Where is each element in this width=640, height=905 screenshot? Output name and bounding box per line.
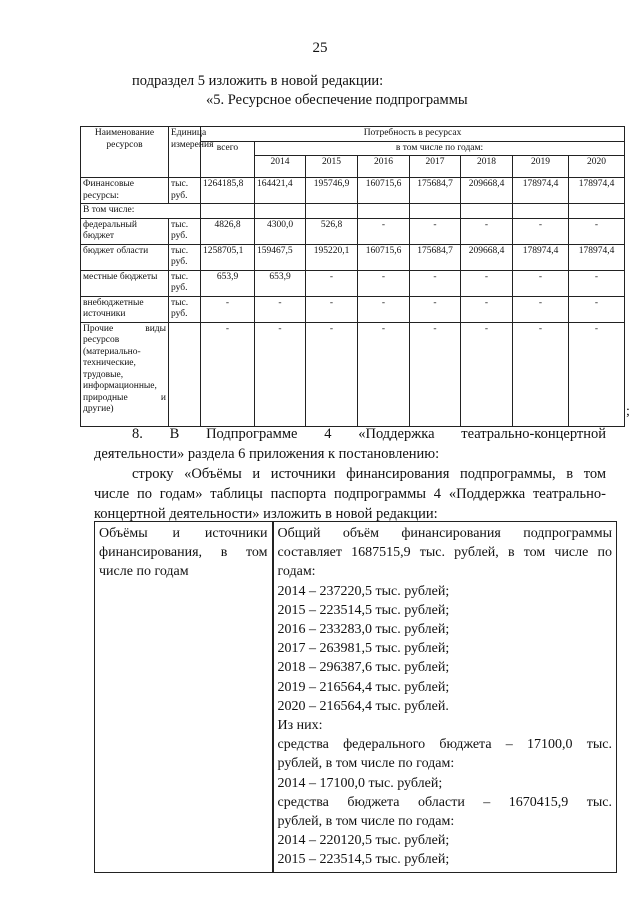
row-name: внебюджетные источники: [81, 296, 169, 322]
header-year: 2014: [255, 156, 306, 178]
resource-table: [80, 126, 625, 427]
passport-line: 2016 – 233283,0 тыс. рублей;: [277, 622, 450, 638]
cell-value: -: [513, 218, 569, 244]
header-year: 2019: [513, 156, 569, 178]
cell-value: -: [569, 296, 625, 322]
header-year: 2018: [461, 156, 513, 178]
cell-value: 175684,7: [410, 178, 461, 204]
row-name: местные бюджеты: [81, 270, 169, 296]
passport-content: [273, 522, 617, 873]
row-unit: тыс. руб.: [169, 218, 201, 244]
cell-value: -: [306, 322, 358, 426]
row-unit: [169, 322, 201, 426]
passport-line: 2015 – 223514,5 тыс. рублей;: [277, 602, 450, 618]
cell-value: 178974,4: [513, 244, 569, 270]
passport-line: средства бюджета области – 1670415,9 тыс.: [277, 794, 612, 810]
passport-line: 2014 – 220120,5 тыс. рублей;: [277, 833, 450, 849]
passport-line: Общий объём финансирования подпрограммы: [277, 526, 612, 541]
passport-line: составляет 1687515,9 тыс. рублей, в том числе по: [277, 545, 612, 561]
row-unit: тыс. руб.: [169, 178, 201, 204]
cell-value: -: [255, 296, 306, 322]
cell-value: 159467,5: [255, 244, 306, 270]
cell-value: -: [569, 322, 625, 426]
cell-value: -: [255, 322, 306, 426]
passport-line: средства федерального бюджета – 17100,0 тыс.: [277, 737, 612, 753]
cell-value: 175684,7: [410, 244, 461, 270]
cell-value: -: [513, 270, 569, 296]
passport-line: 2014 – 237220,5 тыс. рублей;: [277, 583, 450, 599]
cell-value: -: [306, 270, 358, 296]
cell-value: -: [358, 322, 410, 426]
row-name: Прочие виды ресурсов (материально-технические, трудовые, информационные, природные и другие): [81, 322, 169, 426]
cell-value: -: [306, 296, 358, 322]
cell-value: -: [461, 218, 513, 244]
cell-value: 209668,4: [461, 178, 513, 204]
header-year: 2020: [569, 156, 625, 178]
cell-value: -: [461, 322, 513, 426]
passport-line: 2015 – 223514,5 тыс. рублей;: [277, 852, 450, 868]
cell-value: -: [513, 296, 569, 322]
cell-value: 164421,4: [255, 178, 306, 204]
cell-value: -: [358, 270, 410, 296]
table-row: [81, 322, 625, 426]
cell-value: 653,9: [201, 270, 255, 296]
cell-value: 178974,4: [513, 178, 569, 204]
item8-line-3: строку «Объёмы и источники финансирования подпрограммы, в том: [132, 466, 606, 482]
passport-line: 2014 – 17100,0 тыс. рублей;: [277, 775, 443, 791]
cell-value: -: [513, 322, 569, 426]
table-end-mark: ;: [626, 404, 630, 419]
cell-value: -: [410, 296, 461, 322]
row-subheading: В том числе:: [81, 204, 201, 219]
section-title: «5. Ресурсное обеспечение подпрограммы: [206, 92, 468, 108]
cell-value: 653,9: [255, 270, 306, 296]
header-by-years: в том числе по годам:: [255, 141, 625, 156]
passport-label: Объёмы и источники финансирования, в том числе по годам: [95, 522, 273, 873]
cell-value: -: [569, 218, 625, 244]
passport-line: 2017 – 263981,5 тыс. рублей;: [277, 641, 450, 657]
passport-line: годам:: [277, 564, 316, 580]
cell-value: 160715,6: [358, 178, 410, 204]
header-unit: Единица измерения: [169, 127, 201, 178]
row-unit: тыс. руб.: [169, 244, 201, 270]
cell-value: -: [410, 270, 461, 296]
intro-line-1: подраздел 5 изложить в новой редакции:: [132, 73, 384, 89]
passport-table: [94, 521, 617, 873]
cell-value: -: [201, 296, 255, 322]
cell-value: -: [461, 296, 513, 322]
passport-line: рублей, в том числе по годам:: [277, 814, 455, 830]
header-need: Потребность в ресурсах: [201, 127, 625, 142]
cell-value: -: [201, 322, 255, 426]
row-unit: тыс. руб.: [169, 270, 201, 296]
cell-value: 209668,4: [461, 244, 513, 270]
header-year: 2015: [306, 156, 358, 178]
row-name: Финансовые ресурсы:: [81, 178, 169, 204]
passport-line: рублей, в том числе по годам:: [277, 756, 455, 772]
row-name: федеральный бюджет: [81, 218, 169, 244]
cell-value: -: [410, 322, 461, 426]
cell-value: 195746,9: [306, 178, 358, 204]
table-row: [81, 244, 625, 270]
item8-line-4: числе по годам» таблицы паспорта подпрограммы 4 «Поддержка театрально-: [94, 486, 606, 502]
cell-value: -: [461, 270, 513, 296]
row-unit: тыс. руб.: [169, 296, 201, 322]
passport-line: 2018 – 296387,6 тыс. рублей;: [277, 660, 450, 676]
cell-value: 178974,4: [569, 178, 625, 204]
cell-value: 4300,0: [255, 218, 306, 244]
cell-value: 526,8: [306, 218, 358, 244]
cell-value: 160715,6: [358, 244, 410, 270]
item8-line-2: деятельности» раздела 6 приложения к постановлению:: [94, 446, 440, 462]
cell-value: 178974,4: [569, 244, 625, 270]
table-row: [81, 204, 625, 219]
table-row: [81, 296, 625, 322]
page-number: 25: [312, 40, 328, 56]
item8-line-1: 8. В Подпрограмме 4 «Поддержка театрально-концертной: [132, 426, 606, 442]
table-row: [81, 270, 625, 296]
header-total: всего: [201, 141, 255, 178]
header-year: 2017: [410, 156, 461, 178]
cell-value: 4826,8: [201, 218, 255, 244]
cell-value: 1264185,8: [201, 178, 255, 204]
item8-line-5: концертной деятельности» изложить в новой редакции:: [94, 506, 438, 522]
cell-value: -: [410, 218, 461, 244]
cell-value: -: [569, 270, 625, 296]
passport-line: Из них:: [277, 718, 323, 734]
cell-value: 1258705,1: [201, 244, 255, 270]
header-year: 2016: [358, 156, 410, 178]
cell-value: -: [358, 218, 410, 244]
table-row: [81, 218, 625, 244]
table-row: [81, 178, 625, 204]
passport-line: 2019 – 216564,4 тыс. рублей;: [277, 679, 450, 695]
cell-value: -: [358, 296, 410, 322]
header-name: Наименование ресурсов: [81, 127, 169, 178]
cell-value: 195220,1: [306, 244, 358, 270]
row-name: бюджет области: [81, 244, 169, 270]
passport-line: 2020 – 216564,4 тыс. рублей.: [277, 698, 449, 714]
